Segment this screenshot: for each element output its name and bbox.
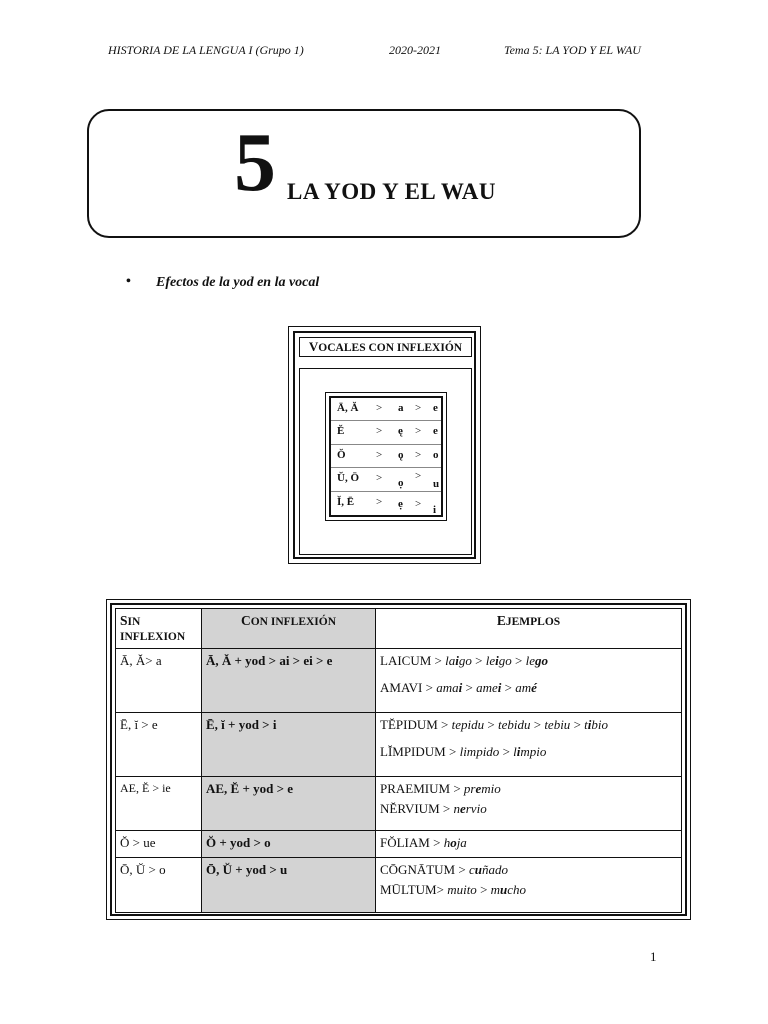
header-course: HISTORIA DE LA LENGUA I (Grupo 1) — [108, 43, 304, 57]
cell-con: Ā, Ă + yod > ai > ei > e — [202, 649, 376, 713]
vowel-table-wrap — [325, 392, 447, 521]
cell-examples — [376, 649, 682, 713]
table-row — [116, 777, 682, 831]
page-number: 1 — [650, 949, 657, 964]
cell-con: AE, Ĕ + yod > e — [202, 777, 376, 831]
table-row — [116, 831, 682, 858]
chapter-title: LA YOD Y EL WAU — [287, 179, 497, 204]
header-sin-inflexion: SIN INFLEXION — [116, 609, 202, 649]
chapter-title-box — [87, 109, 641, 238]
cell-sin: Ē, ĭ > e — [116, 713, 202, 777]
vowel-row: Ā, Ă > a > e — [331, 398, 441, 421]
vowel-row: Ĕ > ę > e — [331, 421, 441, 444]
vowel-box-frame — [293, 331, 476, 559]
yod-effects-table — [115, 608, 682, 913]
example-line: CŌGNĀTUM > cuñado — [380, 862, 508, 878]
cell-con: Ŏ + yod > o — [202, 831, 376, 858]
vowel-row: Ŏ > ǫ > o — [331, 445, 441, 468]
cell-sin: Ō, Ŭ > o — [116, 858, 202, 913]
header-topic: Tema 5: LA YOD Y EL WAU — [504, 43, 641, 57]
vowel-inflection-box — [288, 326, 481, 564]
table-row — [116, 649, 682, 713]
bullet-text: Efectos de la yod en la vocal — [156, 275, 320, 290]
cell-sin: Ā, Ă> a — [116, 649, 202, 713]
header-ejemplos: EJEMPLOS — [376, 609, 682, 649]
example-line: LĬMPIDUM > limpido > limpio — [380, 743, 547, 759]
chapter-number: 5 — [234, 116, 276, 209]
example-line: FŎLIAM > hoja — [380, 835, 467, 851]
vowel-row: Ĭ, Ē > ẹ > i — [337, 495, 437, 516]
cell-sin: Ŏ > ue — [116, 831, 202, 858]
cell-examples — [376, 777, 682, 831]
vowel-box-title: VOCALES CON INFLEXIÓN — [299, 337, 472, 357]
example-line: PRAEMIUM > premio — [380, 781, 501, 797]
example-line: NĔRVIUM > nervio — [380, 800, 487, 816]
header-year: 2020-2021 — [389, 43, 441, 57]
table-row — [116, 713, 682, 777]
cell-examples — [376, 831, 682, 858]
yod-effects-table-box — [106, 599, 691, 920]
example-line: AMAVI > amai > amei > amé — [380, 679, 537, 695]
header-con-inflexion: CON INFLEXIÓN — [202, 609, 376, 649]
example-line: MŪLTUM> muito > mucho — [380, 881, 527, 897]
table-row — [116, 858, 682, 913]
vowel-box-inner-frame — [299, 368, 472, 555]
cell-con: Ō, Ŭ + yod > u — [202, 858, 376, 913]
cell-con: Ē, ĭ + yod > i — [202, 713, 376, 777]
vowel-table — [329, 396, 443, 517]
cell-sin: AE, Ĕ > ie — [116, 777, 202, 831]
example-line: LAICUM > laigo > leigo > lego — [380, 653, 548, 669]
cell-examples — [376, 713, 682, 777]
table-header-row — [116, 609, 682, 649]
yod-effects-table-frame — [110, 603, 687, 916]
bullet-icon: • — [126, 274, 131, 289]
example-line: TĔPIDUM > tepidu > tebidu > tebiu > tibio — [380, 717, 609, 733]
cell-examples — [376, 858, 682, 913]
vowel-row: Ŭ, Ō > ọ > u — [331, 468, 441, 491]
